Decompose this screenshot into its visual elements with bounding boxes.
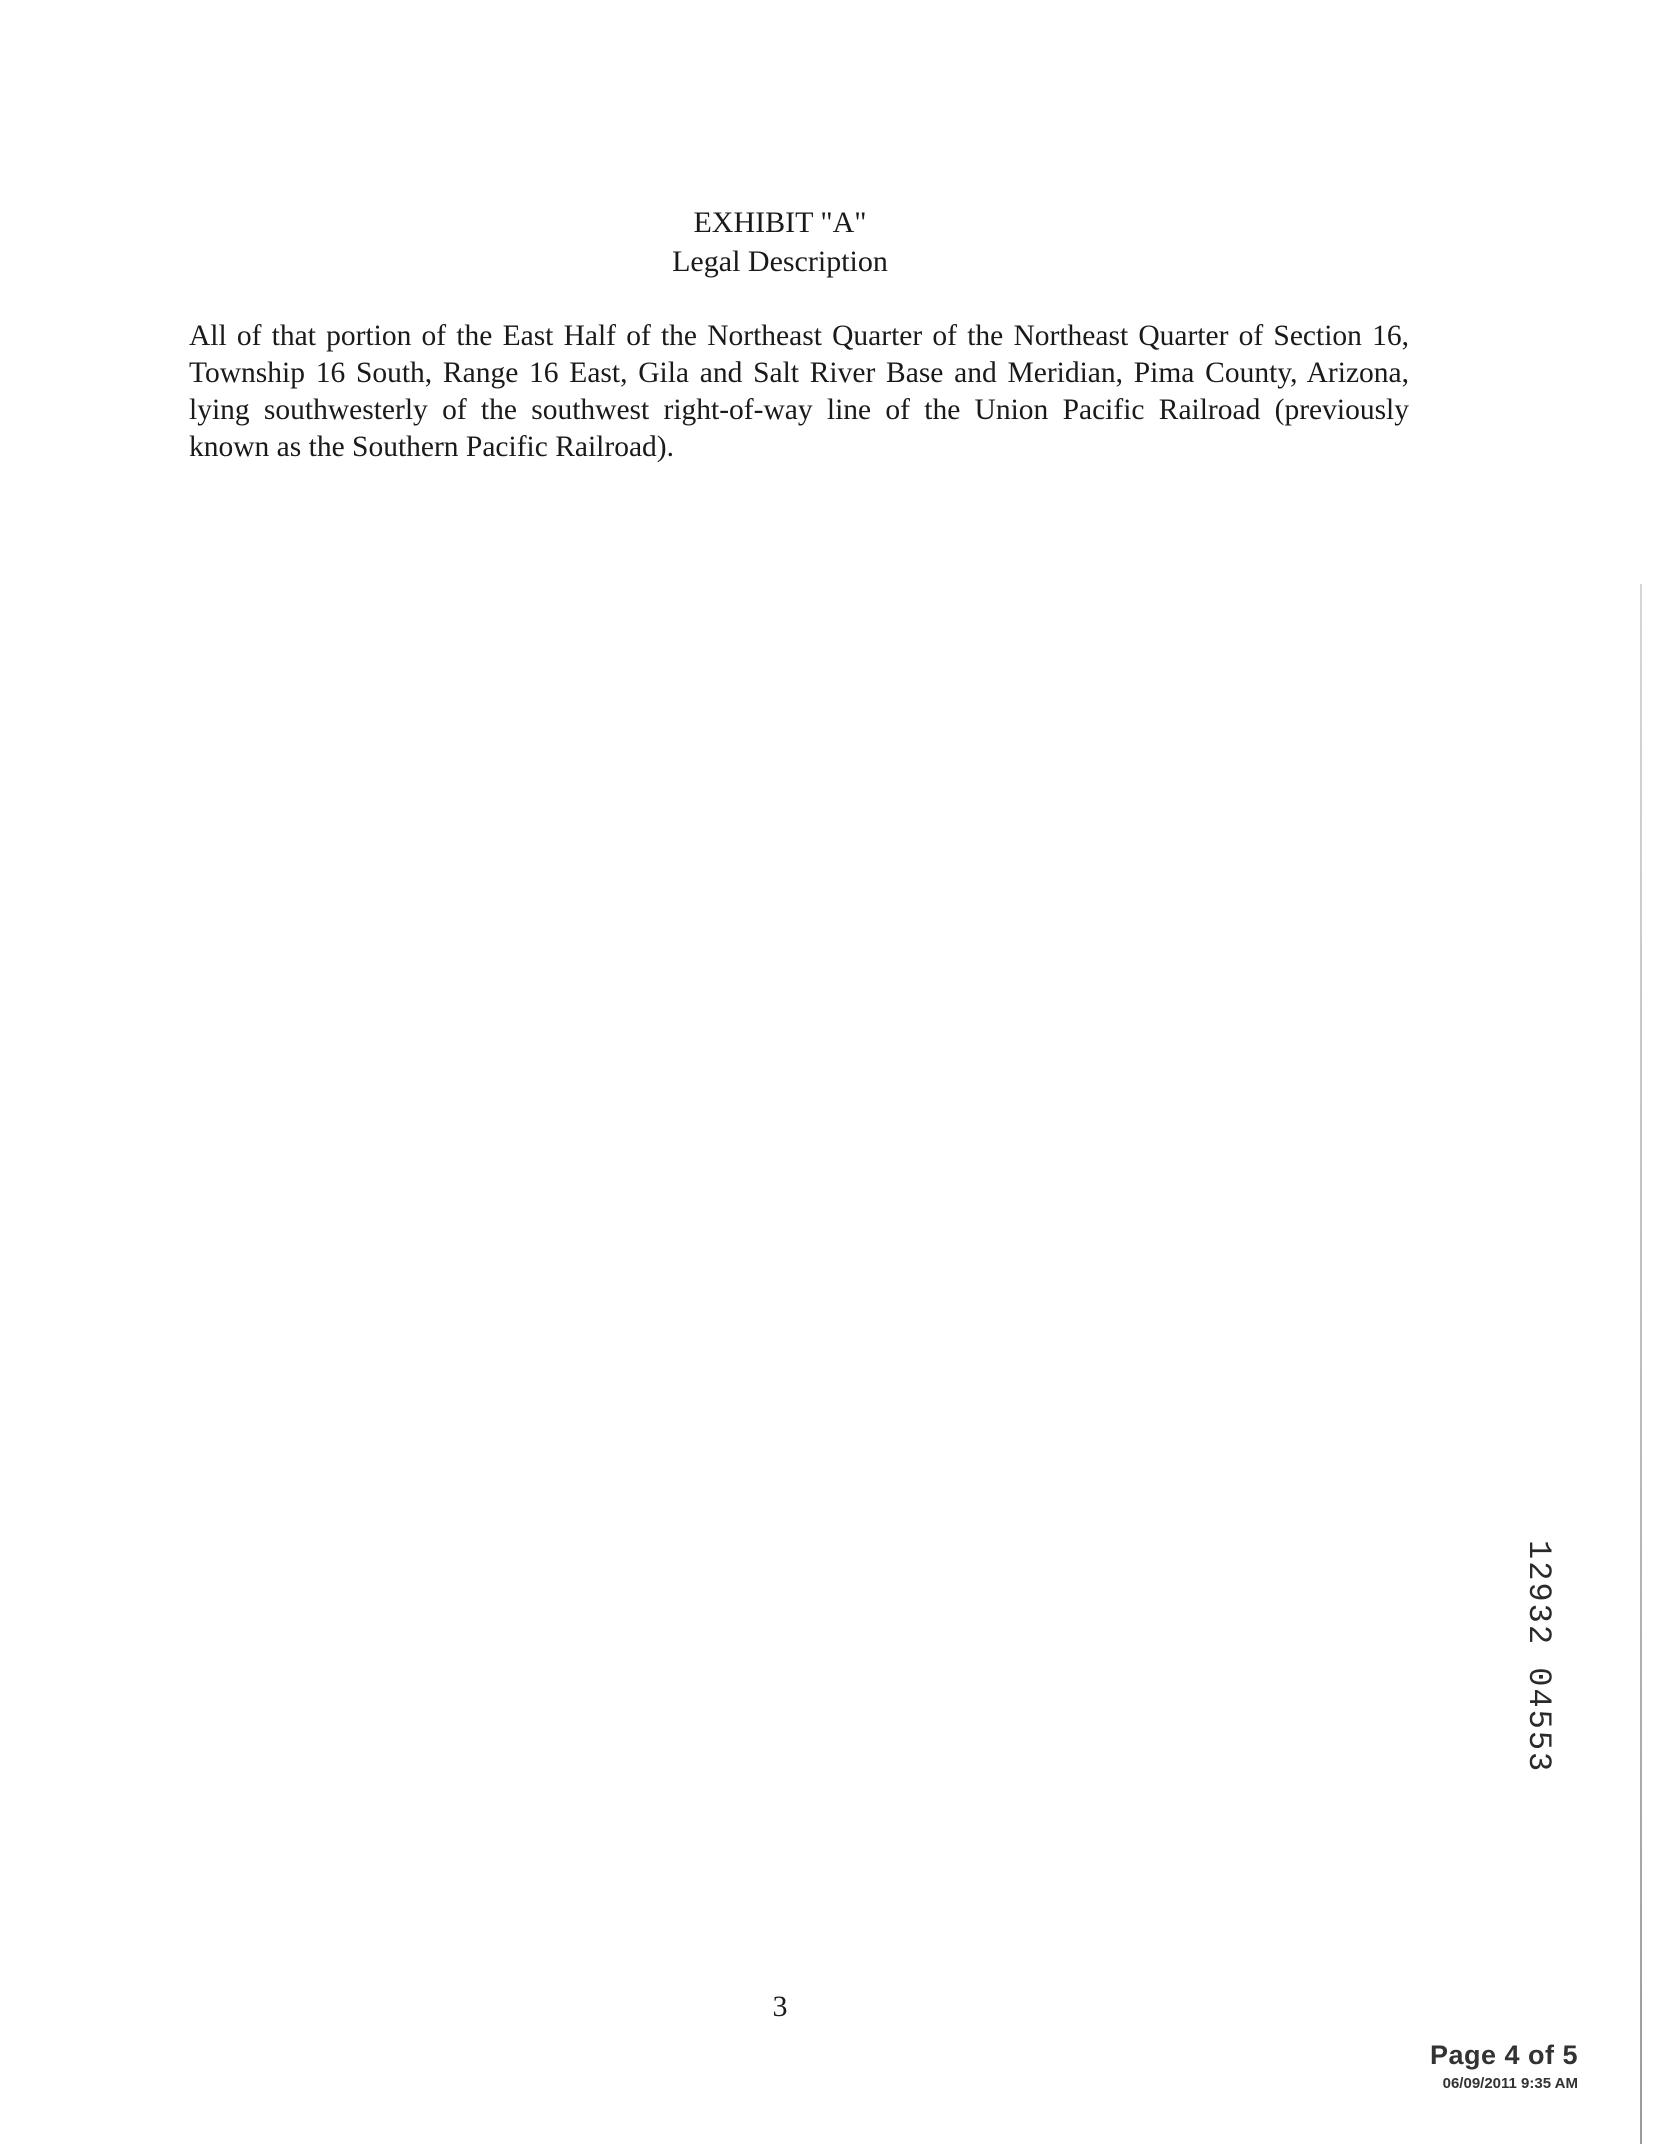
legal-description-text: All of that portion of the East Half of the Northeast Quarter of the Northeast Quarter of Section 16, Township 16 South, Range 16 East, Gila and Salt River Base and Meridian, Pima County, Arizona, lying southwesterly of the southwest right-of-way line of the Union Pacific Railroad (previously known as the Southern Pacific Railroad). xyxy=(189,320,1409,463)
recorder-stamp xyxy=(1430,2040,1578,2092)
scan-edge-line xyxy=(1640,584,1642,2144)
recording-number-stamp: 12932 04553 xyxy=(1520,1540,1557,1774)
recorder-page-label: Page 4 of 5 xyxy=(1429,2040,1578,2070)
exhibit-subtitle: Legal Description xyxy=(672,245,888,278)
exhibit-title: EXHIBIT "A" xyxy=(693,206,867,239)
page-number: 3 xyxy=(772,1990,788,2023)
recorder-date-time: 06/09/2011 9:35 AM xyxy=(1442,2075,1578,2092)
